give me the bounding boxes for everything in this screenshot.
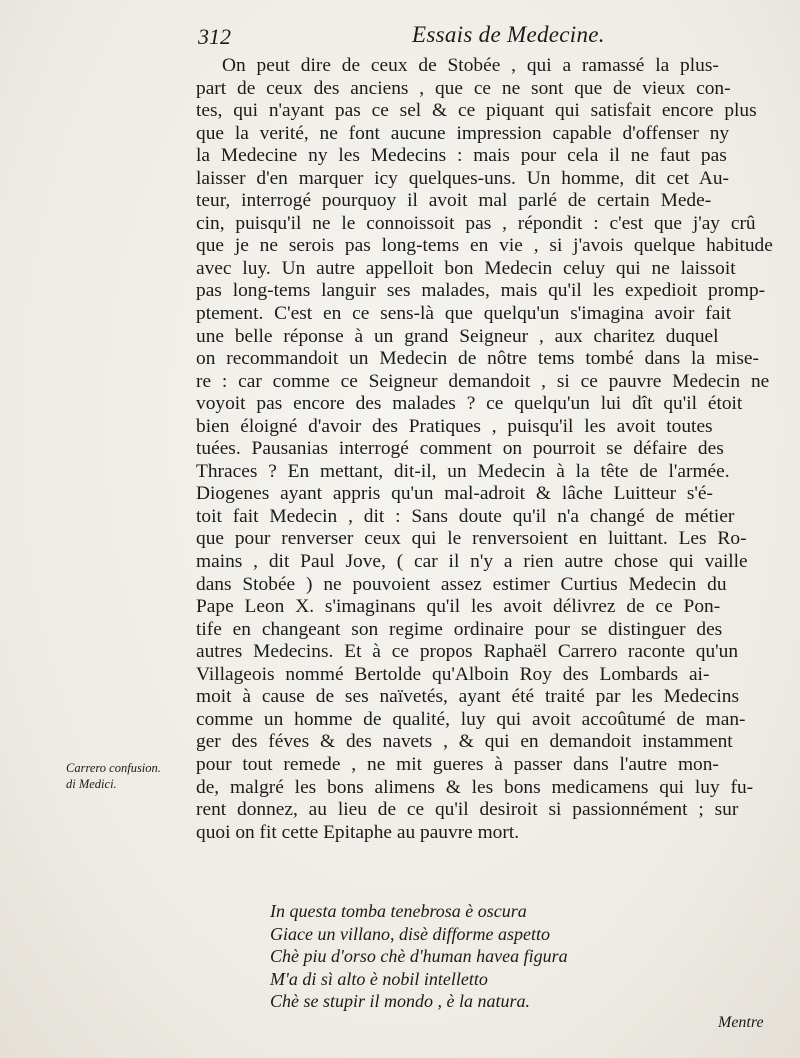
text-line: re : car comme ce Seigneur demandoit , si ce pauvre Medecin ne <box>196 370 770 392</box>
text-line: dans Stobée ) ne pouvoient assez estimer Curtius Medecin du <box>196 573 727 595</box>
text-line: cin, puisqu'il ne le connoissoit pas , répondit : c'est que j'ay crû <box>196 212 756 234</box>
margin-note-line: Carrero confusion. <box>66 761 161 775</box>
text-line: que pour renverser ceux qui le renversoient en luittant. Les Ro- <box>196 528 747 550</box>
text-line: tife en changeant son regime ordinaire pour se distinguer des <box>196 618 723 640</box>
text-line: une belle réponse à un grand Seigneur , aux charitez duquel <box>196 325 719 347</box>
text-line: moit à cause de ses naïvetés, ayant été traité par les Medecins <box>196 686 740 708</box>
verse-line: M'a di sì alto è nobil intelletto <box>270 968 488 989</box>
text-line: avec luy. Un autre appelloit bon Medecin celuy qui ne laissoit <box>196 257 736 279</box>
text-line: Diogenes ayant appris qu'un mal-adroit & lâche Luitteur s'é- <box>196 483 713 505</box>
text-line: ger des féves & des navets , & qui en demandoit instamment <box>196 731 733 753</box>
text-line: tuées. Pausanias interrogé comment on pourroit se défaire des <box>196 438 724 460</box>
text-line: tes, qui n'ayant pas ce sel & ce piquant qui satisfait encore plus <box>196 100 757 122</box>
text-line: rent donnez, au lieu de ce qu'il desiroit si passionnément ; sur <box>196 799 739 821</box>
text-line: mains , dit Paul Jove, ( car il n'y a rien autre chose qui vaille <box>196 551 748 573</box>
text-line: quoi on fit cette Epitaphe au pauvre mort. <box>196 821 520 843</box>
text-line: Villageois nommé Bertolde qu'Alboin Roy des Lombards ai- <box>196 663 710 685</box>
epitaph-verse <box>270 900 568 1013</box>
verse-line: In questa tomba tenebrosa è oscura <box>270 901 527 921</box>
text-line: autres Medecins. Et à ce propos Raphaël Carrero raconte qu'un <box>196 641 739 663</box>
catchword: Mentre <box>718 1014 764 1031</box>
verse-line: Giace un villano, disè difforme aspetto <box>270 923 550 944</box>
running-head: Essais de Medecine. <box>412 22 605 47</box>
text-line: teur, interrogé pourquoy il avoit mal parlé de certain Mede- <box>196 190 712 212</box>
text-line: on recommandoit un Medecin de nôtre tems tombé dans la mise- <box>196 348 759 370</box>
text-line: bien éloigné d'avoir des Pratiques , puisqu'il les avoit toutes <box>196 415 713 437</box>
text-line: que je ne serois pas long-tems en vie , si j'avois quelque habitude <box>196 235 773 257</box>
text-line: On peut dire de ceux de Stobée , qui a ramassé la plus- <box>222 55 719 76</box>
margin-note <box>66 760 161 792</box>
text-line: part de ceux des anciens , que ce ne sont que de vieux con- <box>196 77 731 99</box>
text-line: la Medecine ny les Medecins : mais pour cela il ne faut pas <box>196 145 727 167</box>
text-line: laisser d'en marquer icy quelques-uns. Un homme, dit cet Au- <box>196 167 729 189</box>
text-line: Pape Leon X. s'imaginans qu'il les avoit délivrez de ce Pon- <box>196 596 721 618</box>
text-line: pour tout remede , ne mit gueres à passer dans l'autre mon- <box>196 753 719 775</box>
text-line: toit fait Medecin , dit : Sans doute qu'il n'a changé de métier <box>196 505 735 527</box>
text-line: de, malgré les bons alimens & les bons medicamens qui luy fu- <box>196 776 754 798</box>
page-number: 312 <box>198 24 231 49</box>
text-line: ptement. C'est en ce sens-là que quelqu'un s'imagina avoir fait <box>196 303 732 325</box>
text-line: voyoit pas encore des malades ? ce quelqu'un lui dît qu'il étoit <box>196 393 743 415</box>
text-line: comme un homme de qualité, luy qui avoit accoûtumé de man- <box>196 708 746 730</box>
verse-line: Chè se stupir il mondo , è la natura. <box>270 991 530 1011</box>
verse-line: Chè piu d'orso chè d'human havea figura <box>270 946 568 966</box>
margin-note-line: di Medici. <box>66 777 117 791</box>
text-line: que la verité, ne font aucune impression capable d'offenser ny <box>196 122 730 144</box>
text-line: pas long-tems languir ses malades, mais qu'il les expedioit promp- <box>196 280 766 302</box>
body-text <box>196 55 786 844</box>
text-line: Thraces ? En mettant, dit-il, un Medecin à la tête de l'armée. <box>196 460 730 482</box>
